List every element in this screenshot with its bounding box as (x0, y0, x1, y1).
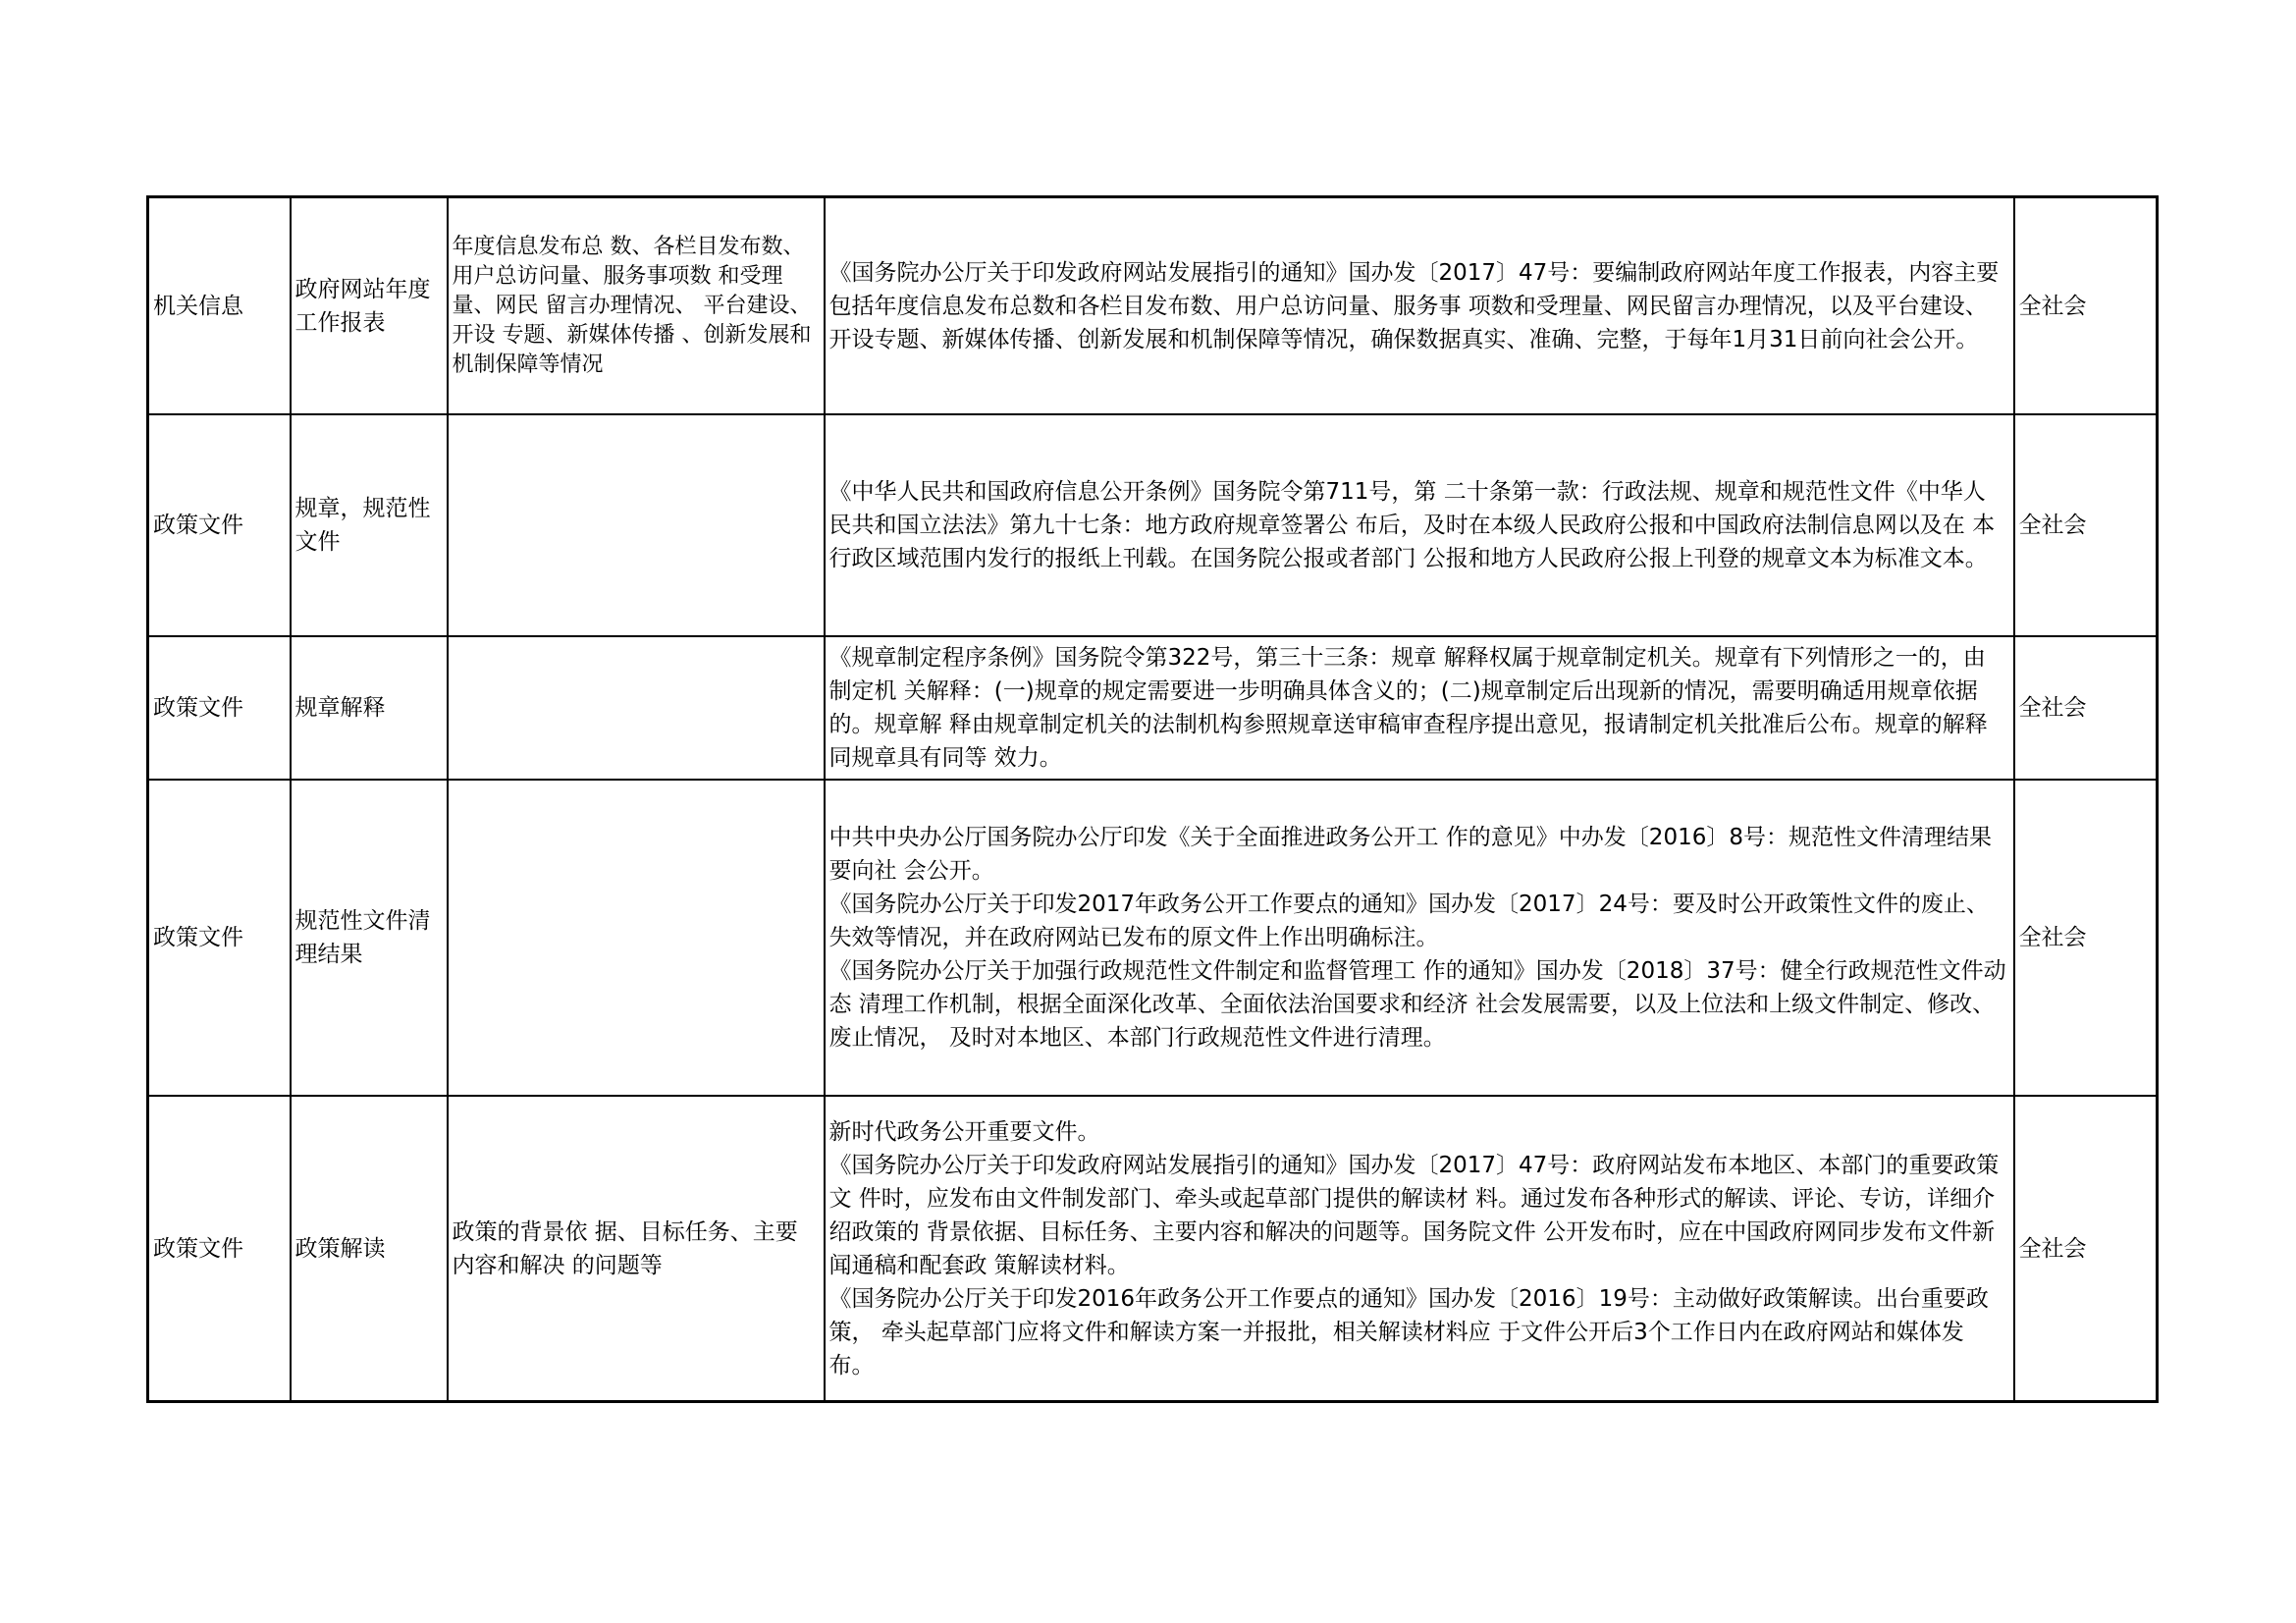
basis-paragraph: 《国务院办公厅关于印发政府网站发展指引的通知》国办发〔2017〕47号：政府网站发布本地区、本部门的重要政策文 件时，应发布由文件制发部门、牵头或起草部门提供的解读材 料。通过发布各种形式的解读、评论、专访，详细介绍政策的 背景依据、目标任务、主要内容和解决的问题等。国务院文件 公开发布时，应在中国政府网同步发布文件新闻通稿和配套政 策解读材料。 (828, 1152, 2000, 1278)
scope-cell: 全社会 (2014, 1096, 2158, 1402)
basis-cell (825, 197, 2014, 415)
content-cell (448, 414, 825, 636)
content-cell: 年度信息发布总 数、各栏目发布数、用户总访问量、服务事项数 和受理量、网民 留言办理情况、 平台建设、开设 专题、新媒体传播 、创新发展和 机制保障等情况 (448, 197, 825, 415)
category-cell: 政策文件 (148, 1096, 291, 1402)
basis-paragraph: 《国务院办公厅关于印发政府网站发展指引的通知》国办发〔2017〕47号：要编制政府网站年度工作报表，内容主要包括年度信息发布总数和各栏目发布数、用户总访问量、服务事 项数和受理量、网民留言办理情况，以及平台建设、开设专题、新媒体传播、创新发展和机制保障等情况，确保数据真实、准确、完整，于每年1月31日前向社会公开。 (828, 259, 2000, 352)
item-cell: 规章解释 (291, 636, 448, 780)
disclosure-table (146, 195, 2159, 1403)
table-row (148, 780, 2158, 1096)
scope-cell: 全社会 (2014, 414, 2158, 636)
item-cell: 政府网站年度工作报表 (291, 197, 448, 415)
category-cell: 政策文件 (148, 780, 291, 1096)
content-cell (448, 636, 825, 780)
basis-cell (825, 780, 2014, 1096)
table-row (148, 414, 2158, 636)
scope-cell: 全社会 (2014, 636, 2158, 780)
scope-cell: 全社会 (2014, 780, 2158, 1096)
table-row (148, 1096, 2158, 1402)
basis-paragraph: 《规章制定程序条例》国务院令第322号，第三十三条：规章 解释权属于规章制定机关。规章有下列情形之一的，由制定机 关解释：(一)规章的规定需要进一步明确具体含义的；(二)规章制定后出现新的情况，需要明确适用规章依据的。规章解 释由规章制定机关的法制机构参照规章送审稿审查程序提出意见，报请制定机关批准后公布。规章的解释同规章具有同等 效力。 (828, 645, 1988, 771)
basis-paragraph: 《国务院办公厅关于加强行政规范性文件制定和监督管理工 作的通知》国办发〔2018〕37号：健全行政规范性文件动态 清理工作机制，根据全面深化改革、全面依法治国要求和经济 社会发展需要，以及上位法和上级文件制定、修改、废止情况， 及时对本地区、本部门行政规范性文件进行清理。 (828, 958, 2006, 1051)
item-cell: 规章，规范性 文件 (291, 414, 448, 636)
content-cell (448, 780, 825, 1096)
basis-paragraph: 《国务院办公厅关于印发2017年政务公开工作要点的通知》国办发〔2017〕24号：要及时公开政策性文件的废止、失效等情况，并在政府网站已发布的原文件上作出明确标注。 (828, 892, 1989, 950)
table-row (148, 636, 2158, 780)
item-cell: 规范性文件清理结果 (291, 780, 448, 1096)
scope-cell: 全社会 (2014, 197, 2158, 415)
basis-paragraph: 《国务院办公厅关于印发2016年政务公开工作要点的通知》国办发〔2016〕19号：主动做好政策解读。出台重要政策， 牵头起草部门应将文件和解读方案一并报批，相关解读材料应 于文件公开后3个工作日内在政府网站和媒体发布。 (828, 1285, 1989, 1379)
item-cell: 政策解读 (291, 1096, 448, 1402)
basis-cell (825, 1096, 2014, 1402)
basis-paragraph: 新时代政务公开重要文件。 (828, 1118, 1100, 1145)
category-cell: 政策文件 (148, 636, 291, 780)
category-cell: 机关信息 (148, 197, 291, 415)
basis-cell (825, 636, 2014, 780)
basis-paragraph: 中共中央办公厅国务院办公厅印发《关于全面推进政务公开工 作的意见》中办发〔2016〕8号：规范性文件清理结果要向社 会公开。 (828, 825, 1992, 884)
basis-paragraph: 《中华人民共和国政府信息公开条例》国务院令第711号，第 二十条第一款：行政法规、规章和规范性文件《中华人民共和国立法法》第九十七条：地方政府规章签署公 布后，及时在本级人民政府公报和中国政府法制信息网以及在 本行政区域范围内发行的报纸上刊载。在国务院公报或者部门 公报和地方人民政府公报上刊登的规章文本为标准文本。 (828, 479, 1996, 571)
table-row (148, 197, 2158, 415)
content-cell: 政策的背景依 据、目标任务、主要内容和解决 的问题等 (448, 1096, 825, 1402)
basis-cell (825, 414, 2014, 636)
category-cell: 政策文件 (148, 414, 291, 636)
